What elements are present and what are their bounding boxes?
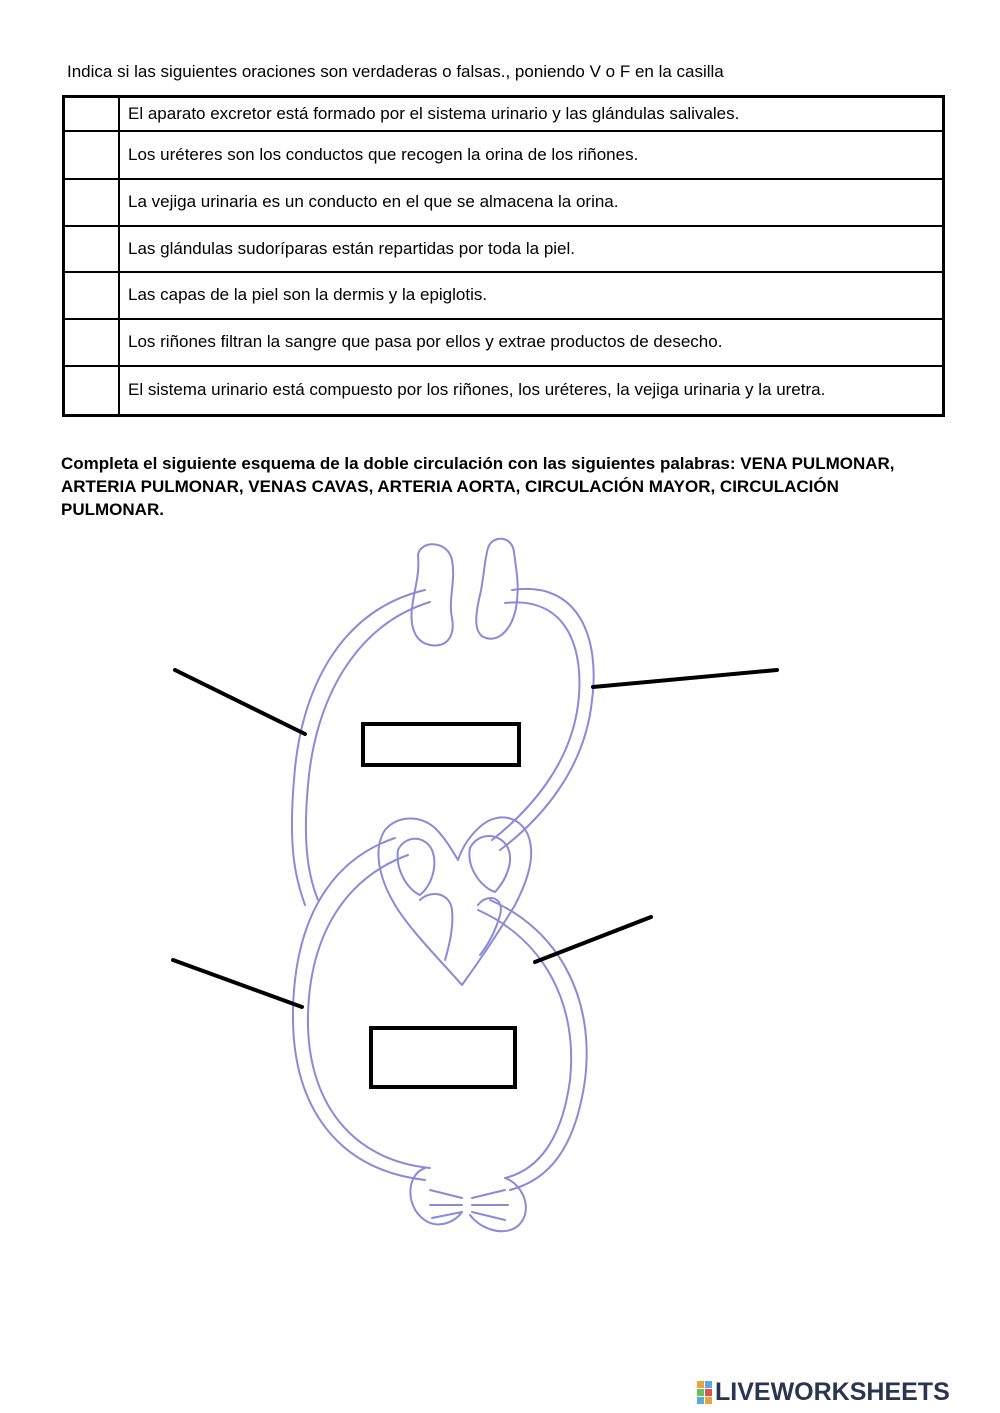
answer-input[interactable] <box>65 238 118 259</box>
answer-input[interactable] <box>65 144 118 165</box>
liveworksheets-logo <box>697 1378 950 1407</box>
pointer-line-upper-right <box>593 670 777 687</box>
answer-cell[interactable] <box>64 97 120 131</box>
pointer-line-upper-left <box>175 670 305 734</box>
answer-input[interactable] <box>65 332 118 353</box>
statement-text: El sistema urinario está compuesto por los riñones, los uréteres, la vejiga urinaria y la uretra. <box>119 366 944 416</box>
statement-text: Las glándulas sudoríparas están repartidas por toda la piel. <box>119 226 944 272</box>
answer-cell[interactable] <box>64 366 120 416</box>
table-row <box>64 319 944 366</box>
statement-text: Los riñones filtran la sangre que pasa por ellos y extrae productos de desecho. <box>119 319 944 366</box>
instruction-double-circulation: Completa el siguiente esquema de la doble circulación con las siguientes palabras: VENA PULMONAR, ARTERIA PULMONAR, VENAS CAVAS, ARTERIA AORTA, CIRCULACIÓN MAYOR, CIRCULACIÓN PULMONAR. <box>61 454 895 519</box>
true-false-table <box>62 95 945 417</box>
body-capillary-lines <box>430 1190 508 1220</box>
lower-answer-input[interactable] <box>373 1030 517 1087</box>
table-row <box>64 366 944 416</box>
statement-text: La vejiga urinaria es un conducto en el que se almacena la orina. <box>119 179 944 226</box>
answer-cell[interactable] <box>64 179 120 226</box>
table-row <box>64 179 944 226</box>
instruction-true-false: Indica si las siguientes oraciones son verdaderas o falsas., poniendo V o F en la casilla <box>67 62 724 81</box>
answer-input[interactable] <box>65 285 118 306</box>
left-lung-drawing <box>412 544 454 645</box>
double-circulation-diagram <box>0 520 1000 1260</box>
logo-text: LIVEWORKSHEETS <box>715 1378 950 1406</box>
heart-chamber-left <box>398 839 435 895</box>
answer-cell[interactable] <box>64 272 120 319</box>
heart-ventricle-left <box>420 894 452 960</box>
table-row <box>64 226 944 272</box>
table-row <box>64 97 944 131</box>
statement-text: Los uréteres son los conductos que recogen la orina de los riñones. <box>119 131 944 179</box>
right-lung-drawing <box>476 539 517 639</box>
pointer-line-lower-left <box>173 960 302 1007</box>
answer-cell[interactable] <box>64 319 120 366</box>
table-row <box>64 131 944 179</box>
answer-cell[interactable] <box>64 226 120 272</box>
lower-answer-box[interactable] <box>369 1026 517 1089</box>
logo-mark-icon <box>697 1381 712 1404</box>
answer-input[interactable] <box>65 103 118 124</box>
pointer-line-lower-right <box>535 917 651 962</box>
answer-cell[interactable] <box>64 131 120 179</box>
upper-answer-input[interactable] <box>365 726 521 765</box>
answer-input[interactable] <box>65 380 118 401</box>
systemic-vessel-left-inner <box>308 855 430 1168</box>
systemic-vessel-left-outer <box>293 838 425 1180</box>
statement-text: Las capas de la piel son la dermis y la epiglotis. <box>119 272 944 319</box>
statement-text: El aparato excretor está formado por el sistema urinario y las glándulas salivales. <box>119 97 944 131</box>
table-row <box>64 272 944 319</box>
upper-answer-box[interactable] <box>361 722 521 767</box>
answer-input[interactable] <box>65 192 118 213</box>
heart-chamber-right <box>469 836 510 892</box>
pulmonary-vessel-right-outer <box>500 589 594 850</box>
